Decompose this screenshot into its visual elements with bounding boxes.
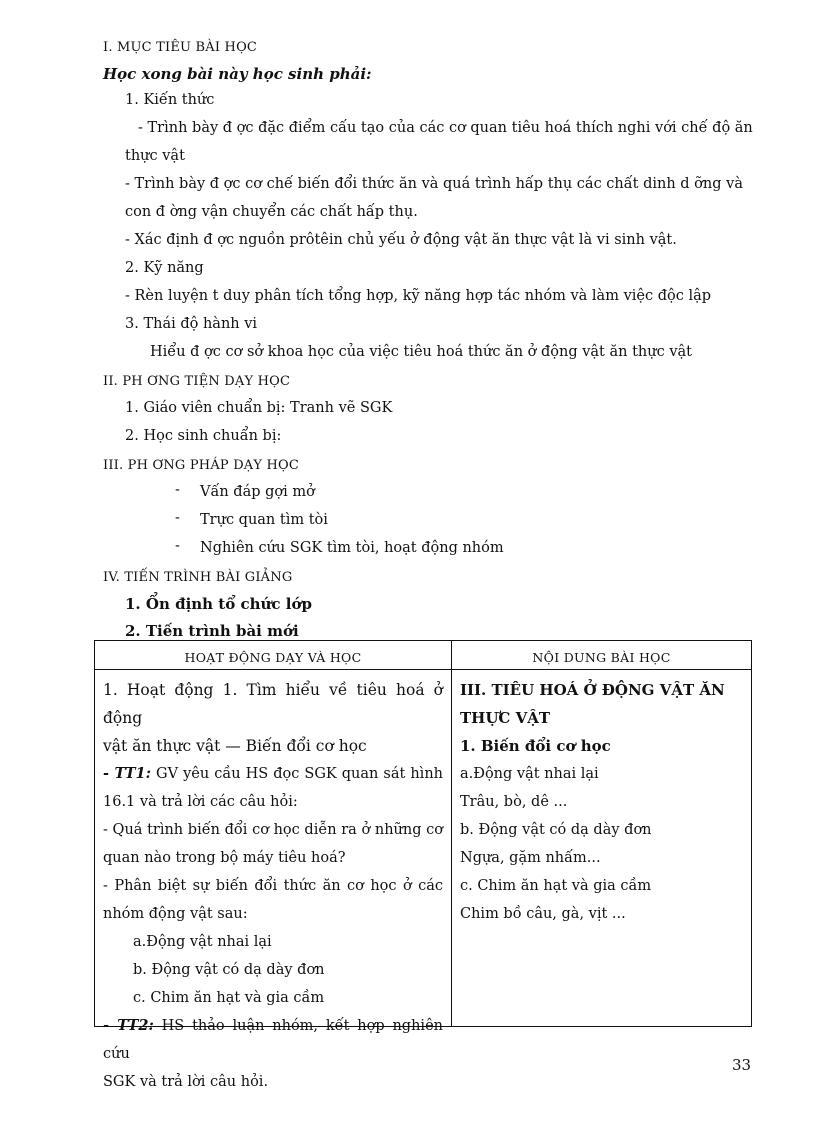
content-line: b. Động vật có dạ dày đơn bbox=[460, 822, 652, 838]
content-line: Ngựa, gặm nhấm... bbox=[460, 850, 601, 866]
knowledge-item-2-line2: con đ ờng vận chuyển các chất hấp thụ. bbox=[125, 204, 418, 220]
activity-line: c. Chim ăn hạt và gia cầm bbox=[133, 990, 325, 1006]
method-bullet-3: - bbox=[175, 538, 180, 554]
activity-line: - Quá trình biến đổi cơ học diễn ra ở những cơ bbox=[103, 822, 443, 838]
method-1: Vấn đáp gợi mở bbox=[200, 484, 315, 500]
activity-line: nhóm động vật sau: bbox=[103, 906, 248, 922]
knowledge-item-1-line1: - Trình bày đ ợc đặc điểm cấu tạo của các cơ quan tiêu hoá thích nghi với chế độ ăn bbox=[138, 120, 753, 136]
content-title: III. TIÊU HOÁ Ở ĐỘNG VẬT ĂN bbox=[460, 681, 725, 699]
knowledge-title: 1. Kiến thức bbox=[125, 92, 215, 108]
content-subtitle: 1. Biến đổi cơ học bbox=[460, 737, 611, 755]
step-1: 1. Ổn định tổ chức lớp bbox=[125, 595, 312, 613]
content-cell bbox=[452, 670, 752, 1027]
content-line: c. Chim ăn hạt và gia cầm bbox=[460, 878, 652, 894]
activity-line: vật ăn thực vật — Biến đổi cơ học bbox=[103, 737, 367, 755]
activity-line: 16.1 và trả lời các câu hỏi: bbox=[103, 794, 298, 810]
section4-heading: IV. TIẾN TRÌNH BÀI GIẢNG bbox=[103, 570, 293, 585]
activity-line: SGK và trả lời câu hỏi. bbox=[103, 1074, 269, 1090]
method-bullet-2: - bbox=[175, 510, 180, 526]
section1-heading: I. MỤC TIÊU BÀI HỌC bbox=[103, 40, 258, 55]
content-line: Chim bồ câu, gà, vịt ... bbox=[460, 906, 626, 922]
col-header-content: NỘI DUNG BÀI HỌC bbox=[452, 641, 752, 670]
knowledge-item-2-line1: - Trình bày đ ợc cơ chế biến đổi thức ăn và quá trình hấp thụ các chất dinh d ỡng và bbox=[125, 176, 743, 192]
content-title: THỰC VẬT bbox=[460, 709, 551, 727]
activity-line: - TT1: GV yêu cầu HS đọc SGK quan sát hình bbox=[103, 765, 443, 782]
activity-line: 1. Hoạt động 1. Tìm hiểu về tiêu hoá ở động bbox=[103, 681, 443, 727]
activity-line: quan nào trong bộ máy tiêu hoá? bbox=[103, 850, 346, 866]
method-2: Trực quan tìm tòi bbox=[200, 512, 328, 528]
step-2: 2. Tiến trình bài mới bbox=[125, 622, 299, 640]
activity-line: - Phân biệt sự biến đổi thức ăn cơ học ở các bbox=[103, 878, 443, 894]
method-3: Nghiên cứu SGK tìm tòi, hoạt động nhóm bbox=[200, 540, 504, 556]
page-number: 33 bbox=[732, 1056, 752, 1074]
skills-item-1: - Rèn luyện t duy phân tích tổng hợp, kỹ năng hợp tác nhóm và làm việc độc lập bbox=[125, 288, 712, 304]
tt2-label: - TT2: bbox=[103, 1017, 154, 1034]
section2-heading: II. PH ƠNG TIỆN DẠY HỌC bbox=[103, 374, 291, 389]
student-prep: 2. Học sinh chuẩn bị: bbox=[125, 428, 282, 444]
method-bullet-1: - bbox=[175, 482, 180, 498]
tt1-label: - TT1: bbox=[103, 765, 151, 782]
activities-cell bbox=[95, 670, 452, 1090]
content-line: Trâu, bò, dê ... bbox=[460, 794, 568, 810]
activity-line: b. Động vật có dạ dày đơn bbox=[133, 962, 325, 978]
section3-heading: III. PH ƠNG PHÁP DẠY HỌC bbox=[103, 458, 300, 473]
col-header-activities: HOẠT ĐỘNG DẠY VÀ HỌC bbox=[95, 641, 452, 670]
teacher-prep: 1. Giáo viên chuẩn bị: Tranh vẽ SGK bbox=[125, 400, 393, 416]
activity-line: - TT2: HS thảo luận nhóm, kết hợp nghiên cứu bbox=[103, 1017, 443, 1062]
attitude-item-1: Hiểu đ ợc cơ sở khoa học của việc tiêu hoá thức ăn ở động vật ăn thực vật bbox=[150, 344, 692, 360]
skills-title: 2. Kỹ năng bbox=[125, 260, 204, 276]
activity-line: a.Động vật nhai lại bbox=[133, 934, 272, 950]
section1-intro: Học xong bài này học sinh phải: bbox=[103, 65, 372, 83]
attitude-title: 3. Thái độ hành vi bbox=[125, 316, 258, 332]
knowledge-item-1-line2: thực vật bbox=[125, 148, 185, 164]
content-line: a.Động vật nhai lại bbox=[460, 766, 599, 782]
knowledge-item-3: - Xác định đ ợc nguồn prôtêin chủ yếu ở động vật ăn thực vật là vi sinh vật. bbox=[125, 232, 677, 248]
